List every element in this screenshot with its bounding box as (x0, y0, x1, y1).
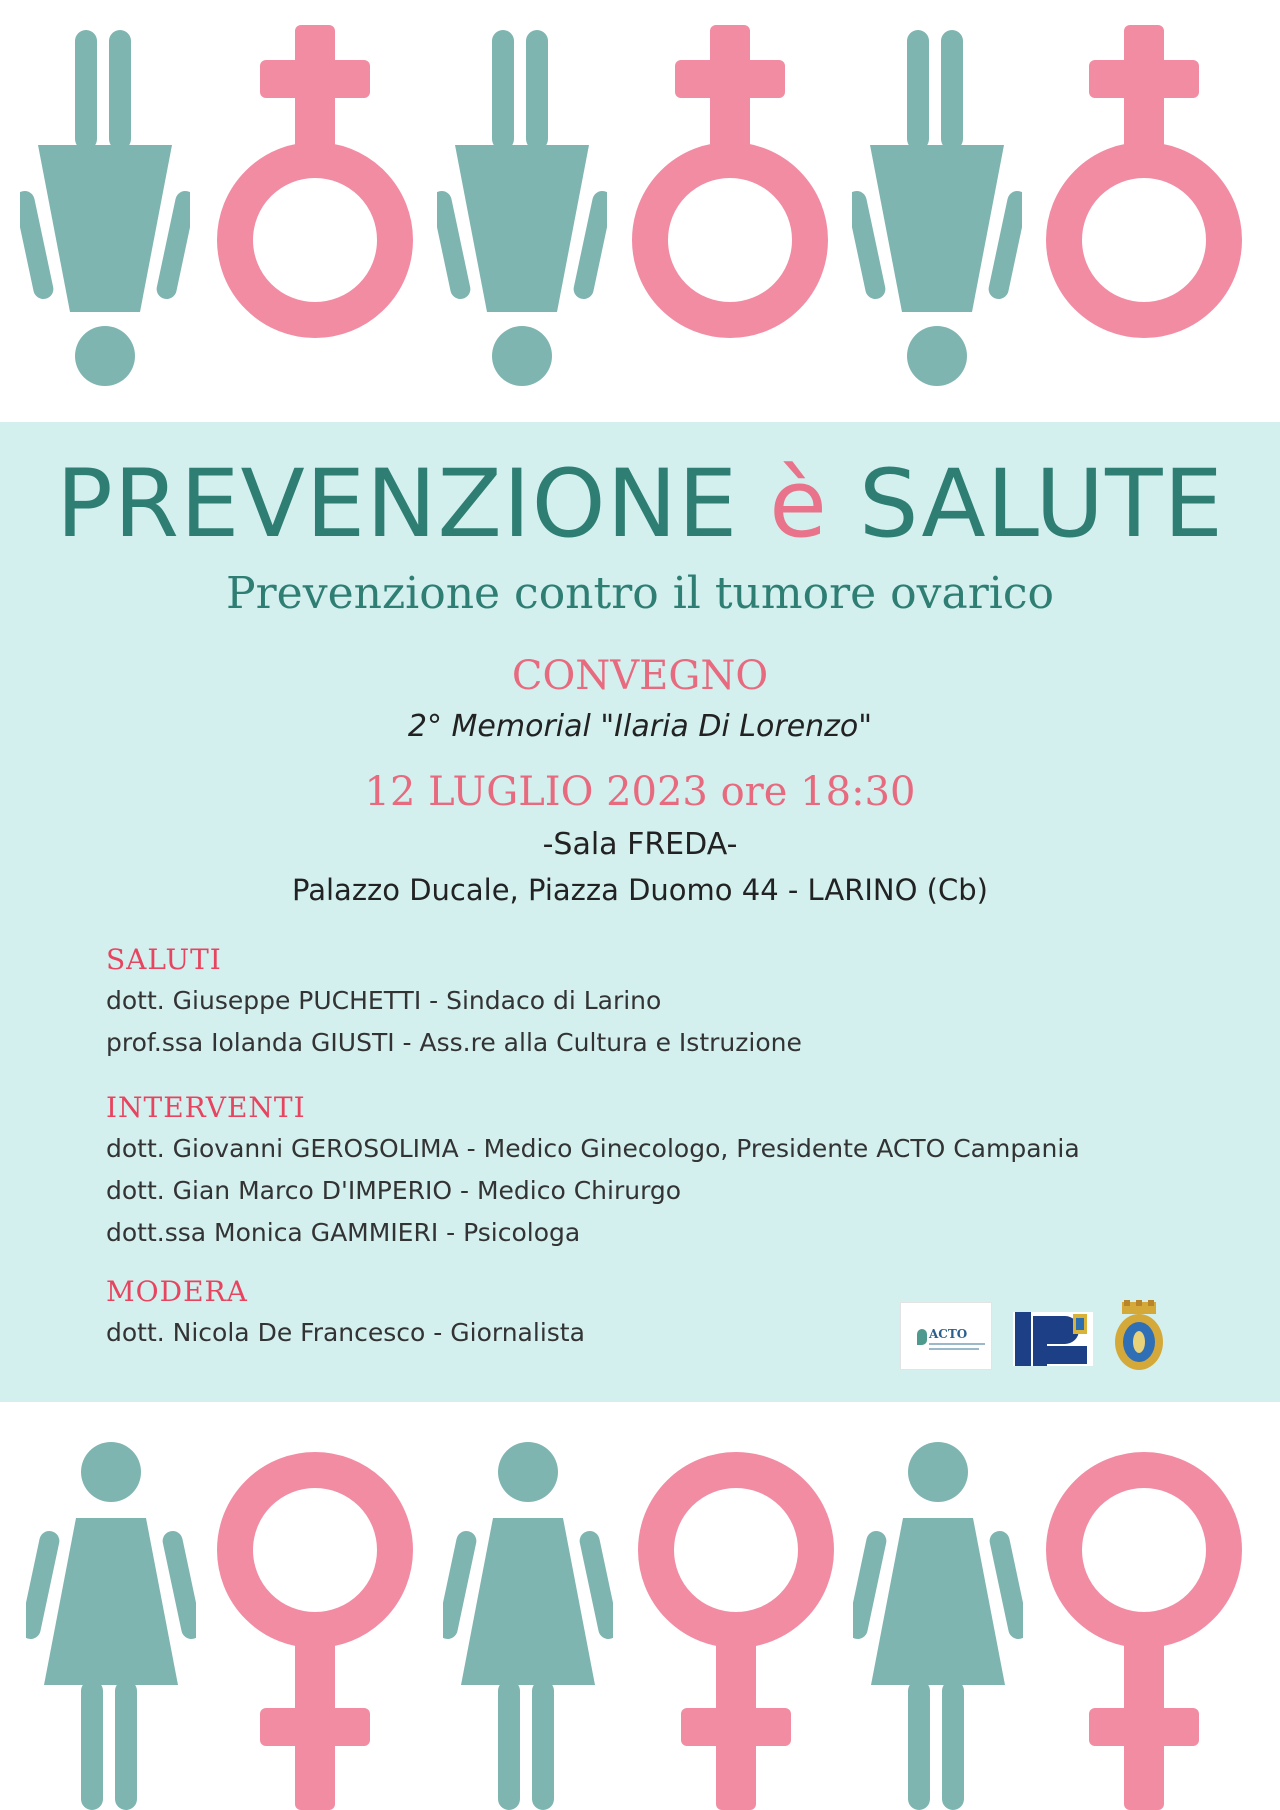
female-symbol-icon (215, 20, 415, 350)
title-word-prevenzione: PREVENZIONE (56, 450, 739, 559)
section-modera (106, 1275, 585, 1362)
event-room: -Sala FREDA- (542, 827, 738, 862)
female-symbol-icon (215, 1440, 415, 1810)
female-symbol-icon (636, 1440, 836, 1810)
speaker-line: dott. Gian Marco D'IMPERIO - Medico Chirurgo (106, 1176, 682, 1205)
section-interventi (106, 1091, 1080, 1262)
speaker-line: dott. Giuseppe PUCHETTI - Sindaco di Larino (106, 986, 662, 1015)
inverted-woman-figure-icon (852, 20, 1022, 390)
section-heading: MODERA (106, 1275, 248, 1308)
title-word-salute: SALUTE (858, 450, 1224, 559)
pro-loco-logo-icon (1013, 1308, 1093, 1368)
female-symbol-icon (1044, 1440, 1244, 1810)
female-symbol-icon (1044, 20, 1244, 350)
inverted-woman-figure-icon (437, 20, 607, 390)
coat-of-arms-icon (1112, 1300, 1166, 1372)
woman-figure-icon (26, 1440, 196, 1810)
speaker-line: dott.ssa Monica GAMMIERI - Psicologa (106, 1218, 581, 1247)
leaf-icon (917, 1329, 927, 1345)
bottom-icon-row (0, 1440, 1280, 1810)
section-saluti (106, 943, 802, 1072)
female-symbol-icon (630, 20, 830, 350)
top-icon-row (0, 20, 1280, 390)
event-type: CONVEGNO (511, 653, 769, 699)
section-heading: SALUTI (106, 943, 222, 976)
acto-logo (900, 1302, 992, 1370)
section-heading: INTERVENTI (106, 1091, 306, 1124)
woman-figure-icon (853, 1440, 1023, 1810)
woman-figure-icon (443, 1440, 613, 1810)
speaker-line: dott. Nicola De Francesco - Giornalista (106, 1318, 585, 1347)
speaker-line: prof.ssa Iolanda GIUSTI - Ass.re alla Cultura e Istruzione (106, 1028, 802, 1057)
acto-logo-text: ACTO (929, 1327, 968, 1341)
poster-subtitle: Prevenzione contro il tumore ovarico (226, 568, 1054, 619)
sponsor-logos (900, 1300, 1170, 1372)
speaker-line: dott. Giovanni GEROSOLIMA - Medico Ginecologo, Presidente ACTO Campania (106, 1134, 1080, 1163)
inverted-woman-figure-icon (20, 20, 190, 390)
memorial-name: 2° Memorial "Ilaria Di Lorenzo" (407, 709, 873, 744)
title-word-e: è (769, 450, 829, 559)
event-date-time: 12 LUGLIO 2023 ore 18:30 (364, 769, 916, 815)
event-address: Palazzo Ducale, Piazza Duomo 44 - LARINO (Cb) (292, 873, 988, 907)
poster-title (0, 450, 1280, 559)
